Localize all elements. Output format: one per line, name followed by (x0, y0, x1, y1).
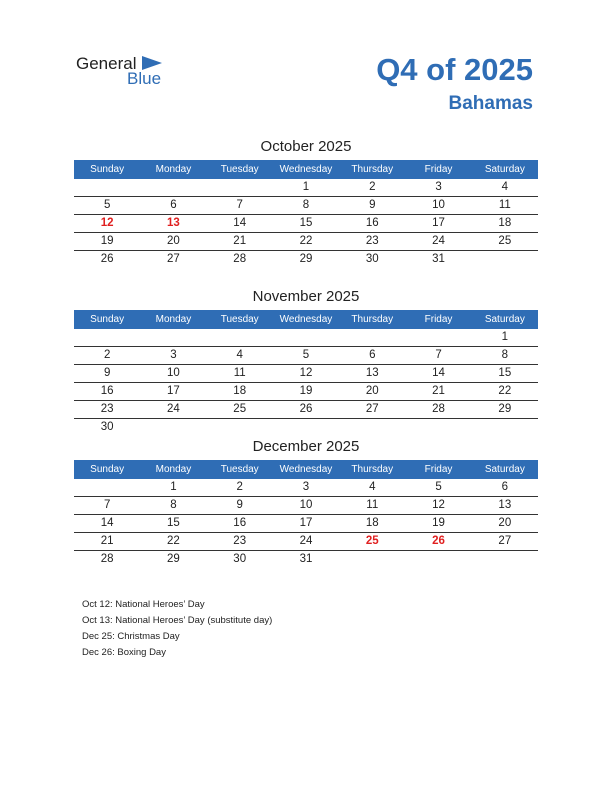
weekday-label: Saturday (484, 464, 525, 475)
holiday-note: Dec 26: Boxing Day (82, 647, 166, 658)
day-cell: 29 (498, 403, 512, 415)
day-cell (472, 419, 538, 436)
day-cell: 1 (302, 181, 310, 193)
week-row (74, 401, 538, 419)
day-cell (74, 479, 140, 496)
page-title: Q4 of 2025 (376, 52, 533, 87)
day-cell: 27 (365, 403, 379, 415)
day-cell: 20 (365, 385, 379, 397)
day-cell: 14 (100, 517, 114, 529)
day-cell: 30 (100, 421, 114, 433)
day-cell: 28 (100, 553, 114, 565)
holiday-notes (82, 598, 272, 662)
day-cell: 23 (233, 535, 247, 547)
weekday-label: Thursday (351, 464, 394, 475)
month-title: November 2025 (252, 288, 360, 305)
day-cell: 24 (299, 535, 313, 547)
day-cell: 23 (365, 235, 379, 247)
week-row (74, 197, 538, 215)
day-cell (140, 419, 206, 436)
day-cell: 22 (498, 385, 512, 397)
weekday-label: Thursday (351, 164, 394, 175)
day-cell: 13 (498, 499, 512, 511)
day-cell: 10 (167, 367, 180, 379)
day-cell: 26 (299, 403, 313, 415)
day-cell: 10 (299, 499, 313, 511)
logo (76, 54, 176, 88)
day-cell: 2 (103, 349, 111, 361)
day-cell: 18 (498, 217, 512, 229)
week-row (74, 419, 538, 436)
weekday-label: Tuesday (220, 314, 259, 325)
week-row (74, 347, 538, 365)
day-cell: 22 (167, 535, 180, 547)
weekday-label: Wednesday (279, 164, 333, 175)
day-cell: 6 (369, 349, 376, 361)
day-cell: 26 (432, 535, 445, 547)
day-cell: 27 (167, 253, 180, 265)
logo-flag-icon (142, 56, 162, 70)
day-cell: 2 (236, 481, 243, 493)
weekday-label: Sunday (90, 464, 125, 475)
day-cell (339, 551, 405, 568)
day-cell: 5 (103, 199, 111, 211)
day-cell: 20 (498, 517, 512, 529)
weekday-header (74, 160, 538, 179)
day-cell (472, 251, 538, 268)
day-cell: 18 (233, 385, 247, 397)
day-cell: 25 (233, 403, 247, 415)
day-cell: 17 (299, 517, 313, 529)
day-cell: 21 (100, 535, 114, 547)
day-cell: 13 (365, 367, 379, 379)
calendar-october (74, 137, 538, 268)
day-cell: 11 (366, 499, 379, 511)
day-cell (405, 419, 471, 436)
week-row (74, 251, 538, 268)
day-cell: 2 (369, 181, 376, 193)
day-cell (273, 329, 339, 346)
day-cell: 29 (167, 553, 180, 565)
weekday-label: Saturday (484, 164, 525, 175)
day-cell (74, 179, 140, 196)
day-cell: 8 (501, 349, 509, 361)
day-cell (273, 419, 339, 436)
day-cell: 14 (233, 217, 247, 229)
holiday-note: Dec 25: Christmas Day (82, 631, 180, 642)
week-row (74, 365, 538, 383)
day-cell: 19 (299, 385, 313, 397)
weekday-label: Friday (424, 164, 453, 175)
weekday-label: Wednesday (279, 464, 333, 475)
day-cell: 25 (498, 235, 512, 247)
day-cell (405, 329, 471, 346)
day-cell: 1 (170, 481, 177, 493)
day-cell: 23 (100, 403, 114, 415)
day-cell: 21 (233, 235, 247, 247)
week-row (74, 479, 538, 497)
logo-general-text: General (76, 54, 137, 73)
day-cell: 31 (432, 253, 445, 265)
day-cell: 26 (100, 253, 114, 265)
day-cell: 25 (365, 535, 379, 547)
day-cell (74, 329, 140, 346)
day-cell: 4 (236, 349, 243, 361)
day-cell: 28 (432, 403, 445, 415)
weekday-label: Monday (155, 314, 192, 325)
day-cell: 31 (299, 553, 313, 565)
day-cell: 30 (365, 253, 379, 265)
day-cell: 7 (236, 199, 243, 211)
day-cell (140, 179, 206, 196)
holiday-note: Oct 12: National Heroes’ Day (82, 599, 205, 610)
weekday-label: Saturday (484, 314, 525, 325)
day-cell: 15 (498, 367, 512, 379)
day-cell (207, 419, 273, 436)
day-cell: 16 (365, 217, 379, 229)
day-cell (207, 179, 273, 196)
weekday-label: Friday (424, 314, 453, 325)
logo-blue-text: Blue (127, 69, 162, 88)
day-cell: 16 (100, 385, 114, 397)
weekday-label: Friday (424, 464, 453, 475)
week-row (74, 383, 538, 401)
day-cell: 14 (432, 367, 445, 379)
day-cell: 18 (365, 517, 379, 529)
day-cell: 12 (100, 217, 114, 229)
weekday-label: Thursday (351, 314, 394, 325)
day-cell: 17 (167, 385, 180, 397)
week-row (74, 179, 538, 197)
day-cell (207, 329, 273, 346)
calendar-december (74, 437, 538, 568)
day-cell: 15 (299, 217, 313, 229)
day-cell: 13 (167, 217, 180, 229)
day-cell: 27 (498, 535, 512, 547)
page-subtitle: Bahamas (448, 93, 533, 114)
day-cell: 7 (435, 349, 442, 361)
day-cell: 28 (233, 253, 247, 265)
day-cell: 16 (233, 517, 247, 529)
day-cell: 6 (501, 481, 509, 493)
day-cell: 8 (170, 499, 177, 511)
day-cell: 10 (432, 199, 445, 211)
day-cell: 4 (369, 481, 376, 493)
day-cell (339, 329, 405, 346)
weekday-label: Monday (155, 464, 192, 475)
weekday-label: Tuesday (220, 164, 259, 175)
day-cell (140, 329, 206, 346)
day-cell: 29 (299, 253, 313, 265)
day-cell (339, 419, 405, 436)
week-row (74, 551, 538, 568)
weekday-label: Sunday (90, 314, 125, 325)
day-cell: 9 (369, 199, 376, 211)
day-cell: 5 (435, 481, 442, 493)
day-cell: 24 (432, 235, 445, 247)
month-title: December 2025 (252, 438, 360, 455)
weekday-label: Sunday (90, 164, 125, 175)
day-cell: 21 (432, 385, 445, 397)
day-cell: 3 (170, 349, 177, 361)
day-cell (472, 551, 538, 568)
holiday-note: Oct 13: National Heroes’ Day (substitute day) (82, 615, 273, 626)
weekday-header (74, 310, 538, 329)
day-cell: 9 (236, 499, 243, 511)
month-title: October 2025 (260, 138, 352, 155)
week-row (74, 497, 538, 515)
day-cell: 24 (167, 403, 180, 415)
day-cell: 7 (103, 499, 111, 511)
day-cell: 17 (432, 217, 445, 229)
calendar-november (74, 287, 538, 436)
day-cell: 5 (302, 349, 310, 361)
day-cell: 12 (299, 367, 313, 379)
week-row (74, 329, 538, 347)
day-cell: 19 (432, 517, 445, 529)
day-cell: 19 (100, 235, 114, 247)
day-cell: 3 (302, 481, 310, 493)
week-row (74, 233, 538, 251)
day-cell: 11 (498, 199, 511, 211)
day-cell (405, 551, 471, 568)
day-cell: 6 (170, 199, 177, 211)
day-cell: 9 (103, 367, 111, 379)
day-cell: 12 (432, 499, 445, 511)
weekday-header (74, 460, 538, 479)
week-row (74, 515, 538, 533)
day-cell: 1 (501, 331, 509, 343)
day-cell: 30 (233, 553, 247, 565)
day-cell: 3 (435, 181, 442, 193)
week-row (74, 215, 538, 233)
day-cell: 22 (299, 235, 313, 247)
weekday-label: Monday (155, 164, 192, 175)
weekday-label: Wednesday (279, 314, 333, 325)
day-cell: 4 (501, 181, 509, 193)
week-row (74, 533, 538, 551)
weekday-label: Tuesday (220, 464, 259, 475)
day-cell: 8 (302, 199, 310, 211)
day-cell: 20 (167, 235, 180, 247)
day-cell: 11 (233, 367, 246, 379)
day-cell: 15 (167, 517, 180, 529)
